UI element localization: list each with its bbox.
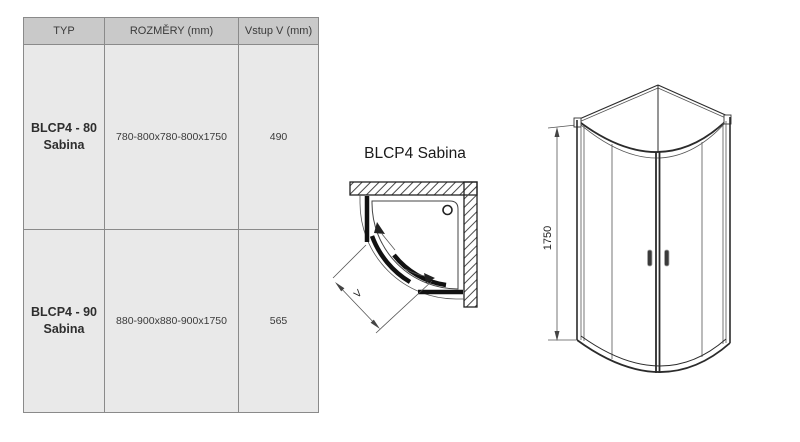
top-rail-outer xyxy=(577,117,730,152)
spec-table xyxy=(23,17,319,413)
left-frame-inner xyxy=(581,124,584,341)
right-wall xyxy=(464,182,477,307)
bottom-rail-outer xyxy=(577,340,730,372)
drain-icon xyxy=(443,206,452,215)
row1-entry-cell: 490 xyxy=(239,45,318,229)
dim-arrow-down-icon xyxy=(555,331,560,341)
top-view-title: BLCP4 Sabina xyxy=(364,145,466,162)
top-view-diagram xyxy=(332,143,492,353)
col-header-rozmery: ROZMĚRY (mm) xyxy=(105,18,238,44)
handle-right xyxy=(665,250,670,266)
row2-dimensions-cell: 880-900x880-900x1750 xyxy=(105,230,238,412)
center-mullion xyxy=(656,152,660,373)
door-handles xyxy=(648,250,670,266)
extension-line-1 xyxy=(333,245,366,278)
height-dimension xyxy=(542,125,576,341)
top-surface-inner-edges xyxy=(579,88,728,122)
row1-type-line1: BLCP4 - 80 xyxy=(31,121,97,136)
entry-dimension-label: V xyxy=(352,287,365,301)
row1-type-cell xyxy=(24,45,104,229)
dim-arrow-up-icon xyxy=(555,127,560,137)
handle-left xyxy=(648,250,653,266)
enclosure-top xyxy=(574,85,731,158)
row1-type-line2: Sabina xyxy=(43,138,85,152)
row2-type-line1: BLCP4 - 90 xyxy=(31,305,97,320)
row1-dimensions-cell: 780-800x780-800x1750 xyxy=(105,45,238,229)
row2-type-line2: Sabina xyxy=(43,322,85,336)
right-frame-inner xyxy=(723,121,726,344)
enclosure-bottom xyxy=(577,336,730,372)
height-extension-top xyxy=(548,125,576,128)
row2-type-cell xyxy=(24,230,104,412)
col-header-typ: TYP xyxy=(24,18,104,44)
height-dimension-label: 1750 xyxy=(542,225,554,251)
extension-line-2 xyxy=(376,281,432,333)
front-view-svg xyxy=(533,78,768,383)
front-view-diagram xyxy=(533,78,768,383)
top-wall xyxy=(350,182,477,195)
row2-entry-cell: 565 xyxy=(239,230,318,412)
top-view-svg xyxy=(332,143,492,353)
enclosure-frame xyxy=(577,117,730,373)
door-edge-lines xyxy=(612,142,702,359)
col-header-vstup: Vstup V (mm) xyxy=(239,18,318,44)
